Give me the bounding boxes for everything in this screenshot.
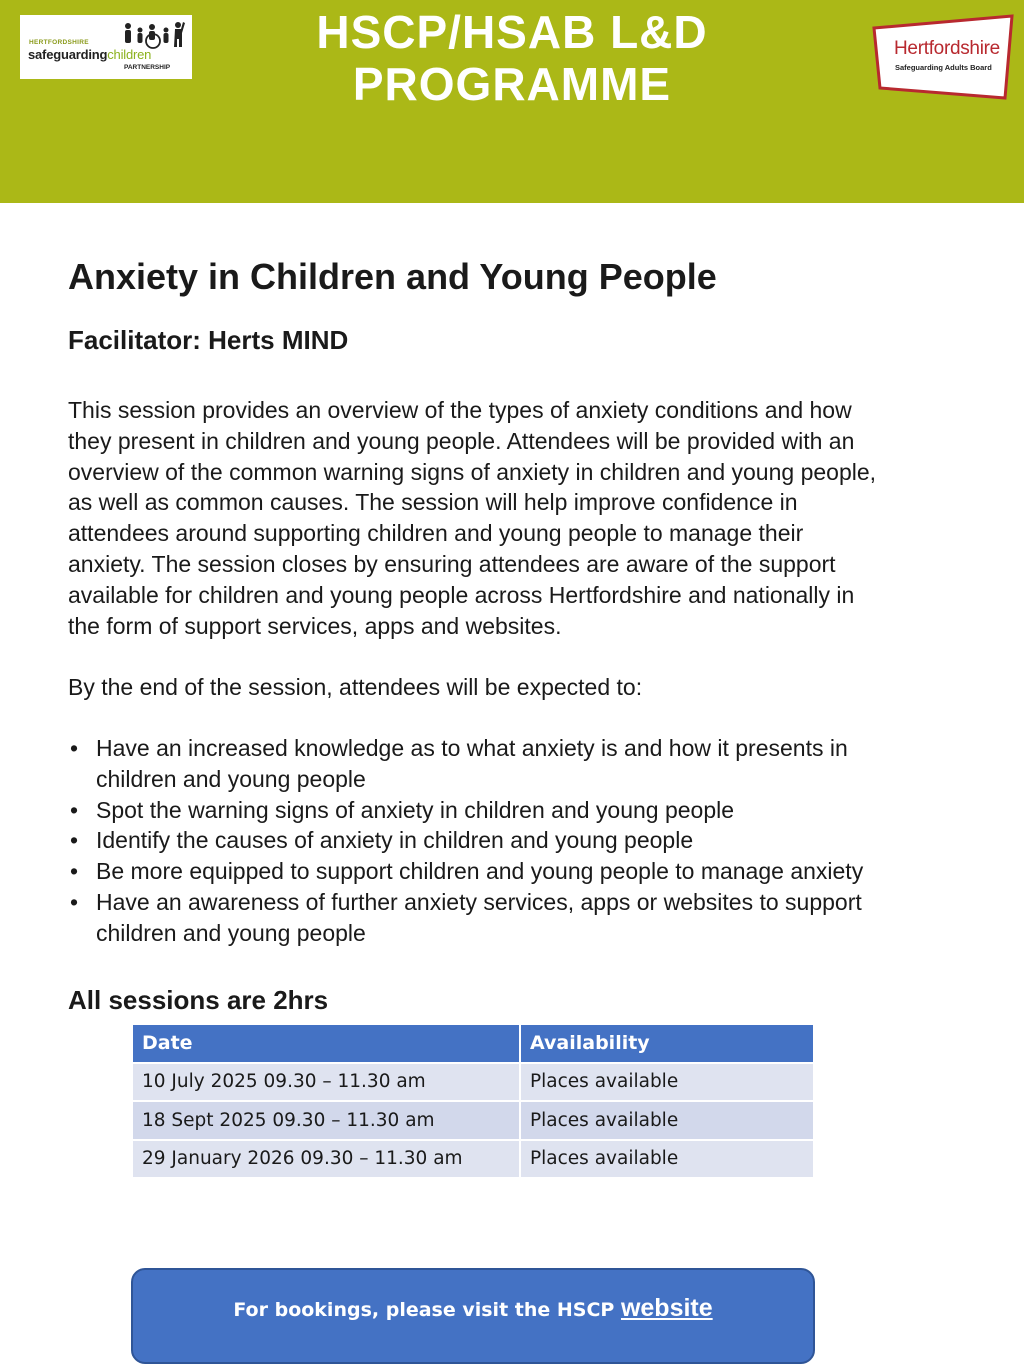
bullet-icon: •: [70, 827, 79, 854]
bullet-icon: •: [70, 888, 79, 915]
programme-title-line2: PROGRAMME: [352, 58, 672, 110]
logo-right-main-text: Hertfordshire: [894, 38, 1000, 59]
description-line: as well as common causes. The session will help improve confidence in: [68, 489, 798, 516]
outcome-text: [96, 856, 988, 887]
description-line: overview of the common warning signs of anxiety in children and young people,: [68, 458, 877, 485]
outcome-text: [96, 887, 988, 949]
session-availability: Places available: [520, 1101, 814, 1140]
safeguarding-children-logo: [20, 15, 192, 79]
outcome-line: Identify the causes of anxiety in children and young people: [96, 827, 694, 854]
outcome-item: [68, 856, 988, 887]
outcome-text: [96, 825, 988, 856]
session-availability: Places available: [520, 1140, 814, 1179]
logo-right-sub-text: Safeguarding Adults Board: [895, 63, 992, 72]
table-row: [132, 1140, 814, 1179]
logo-left-partnership: PARTNERSHIP: [124, 64, 171, 71]
column-header-date: Date: [132, 1024, 520, 1063]
session-date: 18 Sept 2025 09.30 – 11.30 am: [132, 1101, 520, 1140]
booking-text: For bookings, please visit the HSCP: [233, 1299, 621, 1321]
outcome-line: children and young people: [96, 765, 366, 792]
outcome-line: Be more equipped to support children and young people to manage anxiety: [96, 858, 864, 885]
outcome-line: Have an awareness of further anxiety services, apps or websites to support: [96, 888, 862, 915]
programme-title-line1: HSCP/HSAB L&D: [316, 6, 708, 58]
table-row: [132, 1101, 814, 1140]
session-date: 10 July 2025 09.30 – 11.30 am: [132, 1063, 520, 1102]
course-title: Anxiety in Children and Young People: [68, 256, 717, 297]
learning-outcomes-list: [68, 733, 988, 949]
sessions-heading: All sessions are 2hrs: [68, 985, 329, 1015]
logo-left-main-text: [28, 47, 151, 62]
outcome-line: Have an increased knowledge as to what anxiety is and how it presents in: [96, 735, 848, 761]
bullet-icon: •: [70, 735, 79, 761]
outcome-item: [68, 795, 988, 826]
session-availability: Places available: [520, 1063, 814, 1102]
safeguarding-adults-board-logo: [872, 14, 1016, 100]
booking-message: [133, 1294, 813, 1323]
logo-left-main-word: safeguarding: [28, 47, 108, 62]
outcome-item: [68, 733, 988, 795]
sessions-table: [131, 1023, 815, 1179]
outcome-text: [96, 733, 988, 795]
description-line: they present in children and young people. Attendees will be provided with an: [68, 427, 855, 454]
hscp-website-link[interactable]: website: [620, 1294, 713, 1322]
course-description: [68, 395, 988, 641]
outcome-text: [96, 795, 988, 826]
session-date: 29 January 2026 09.30 – 11.30 am: [132, 1140, 520, 1179]
outcome-item: [68, 887, 988, 949]
column-header-availability: Availability: [520, 1024, 814, 1063]
outcomes-intro: By the end of the session, attendees will be expected to:: [68, 674, 643, 700]
table-row: [132, 1063, 814, 1102]
outcome-line: children and young people: [96, 919, 366, 946]
description-line: This session provides an overview of the types of anxiety conditions and how: [68, 397, 852, 423]
course-facilitator: Facilitator: Herts MIND: [68, 325, 349, 355]
outcome-item: [68, 825, 988, 856]
description-line: the form of support services, apps and websites.: [68, 612, 562, 639]
bullet-icon: •: [70, 796, 79, 823]
description-line: anxiety. The session closes by ensuring attendees are aware of the support: [68, 550, 836, 577]
description-line: attendees around supporting children and young people to manage their: [68, 520, 804, 547]
outcome-line: Spot the warning signs of anxiety in children and young people: [96, 796, 735, 823]
logo-left-small-text: HERTFORDSHIRE: [29, 39, 89, 46]
table-header-row: [132, 1024, 814, 1063]
bullet-icon: •: [70, 858, 79, 885]
description-line: available for children and young people across Hertfordshire and nationally in: [68, 581, 855, 608]
booking-panel: [131, 1268, 815, 1364]
logo-left-accent-word: children: [107, 47, 152, 62]
